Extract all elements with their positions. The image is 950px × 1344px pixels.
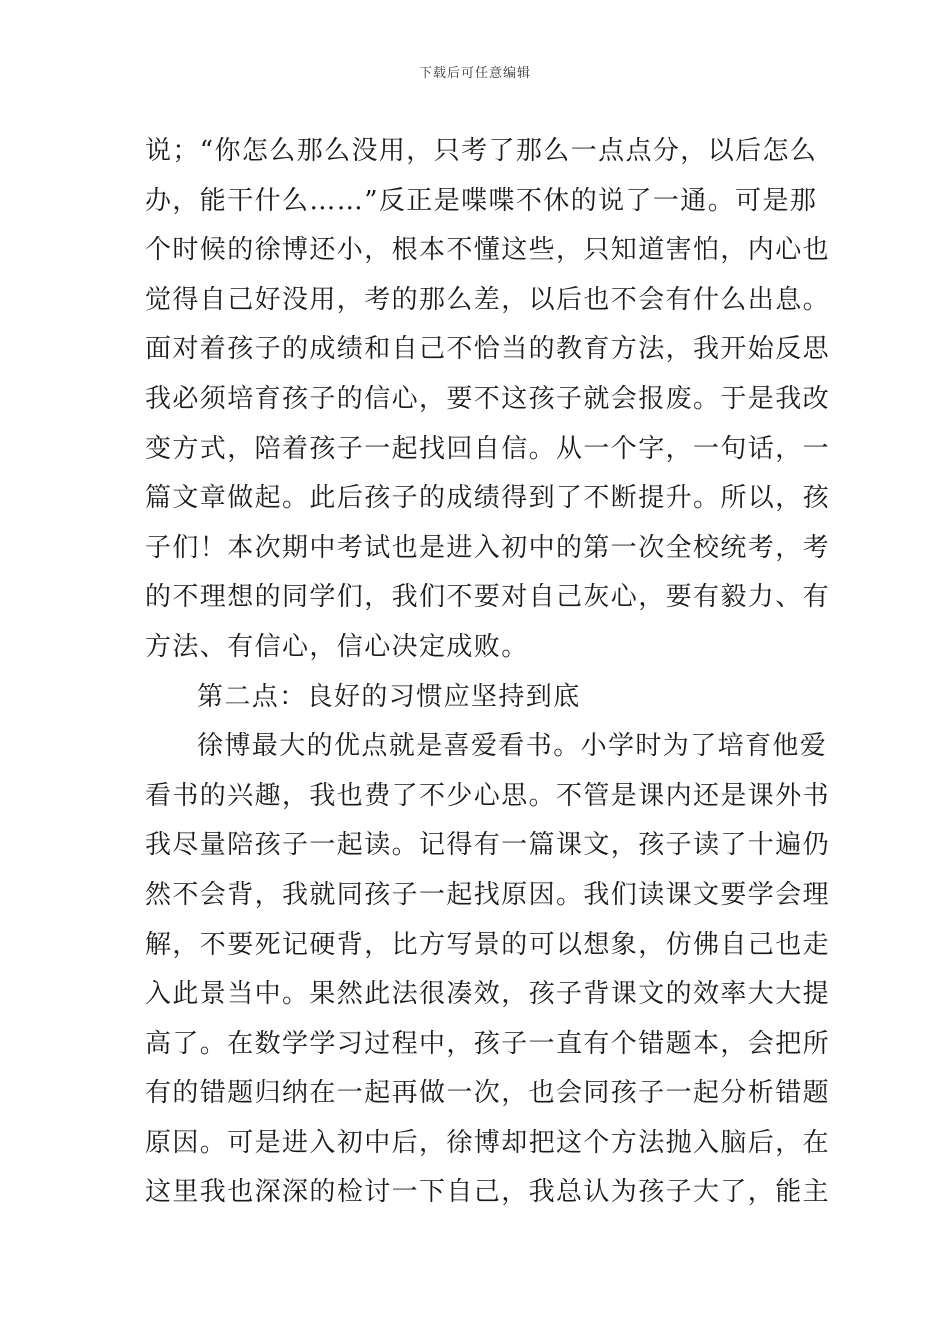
text-line: 入此景当中。果然此法很凑效，孩子背课文的效率大大提 xyxy=(145,979,831,1010)
text-line: 办，能干什么……”反正是喋喋不休的说了一通。可是那 xyxy=(145,185,818,216)
text-line: 我必须培育孩子的信心，要不这孩子就会报废。于是我改 xyxy=(145,383,831,414)
text-line: 我尽量陪孩子一起读。记得有一篇课文，孩子读了十遍仍 xyxy=(145,830,831,861)
text-line: 方法、有信心，信心决定成败。 xyxy=(145,631,529,662)
text-line: 这里我也深深的检讨一下自己，我总认为孩子大了，能主 xyxy=(145,1177,831,1208)
text-line: 解，不要死记硬背，比方写景的可以想象，仿佛自己也走 xyxy=(145,929,831,960)
page-header: 下载后可任意编辑 xyxy=(418,66,531,81)
text-line: 有的错题归纳在一起再做一次，也会同孩子一起分析错题 xyxy=(145,1078,831,1109)
text-line: 变方式，陪着孩子一起找回自信。从一个字，一句话，一 xyxy=(145,433,831,464)
text-line: 的不理想的同学们，我们不要对自己灰心，要有毅力、有 xyxy=(145,582,831,613)
text-line: 面对着孩子的成绩和自己不恰当的教育方法，我开始反思 xyxy=(145,334,831,365)
document-body xyxy=(145,127,831,1218)
text-line: 看书的兴趣，我也费了不少心思。不管是课内还是课外书 xyxy=(145,780,831,811)
text-line: 原因。可是进入初中后，徐博却把这个方法抛入脑后，在 xyxy=(145,1127,831,1158)
text-line: 徐博最大的优点就是喜爱看书。小学时为了培育他爱 xyxy=(197,731,828,762)
text-line: 然不会背，我就同孩子一起找原因。我们读课文要学会理 xyxy=(145,879,831,910)
text-line: 觉得自己好没用，考的那么差，以后也不会有什么出息。 xyxy=(145,284,831,315)
section-heading: 第二点：良好的习惯应坚持到底 xyxy=(197,681,581,712)
text-line: 篇文章做起。此后孩子的成绩得到了不断提升。所以，孩 xyxy=(145,483,831,514)
text-line: 子们！本次期中考试也是进入初中的第一次全校统考，考 xyxy=(145,532,831,563)
text-line: 说；“你怎么那么没用，只考了那么一点点分，以后怎么 xyxy=(145,136,818,166)
text-line: 个时候的徐博还小，根本不懂这些，只知道害怕，内心也 xyxy=(145,235,831,266)
text-line: 高了。在数学学习过程中，孩子一直有个错题本，会把所 xyxy=(145,1028,831,1059)
